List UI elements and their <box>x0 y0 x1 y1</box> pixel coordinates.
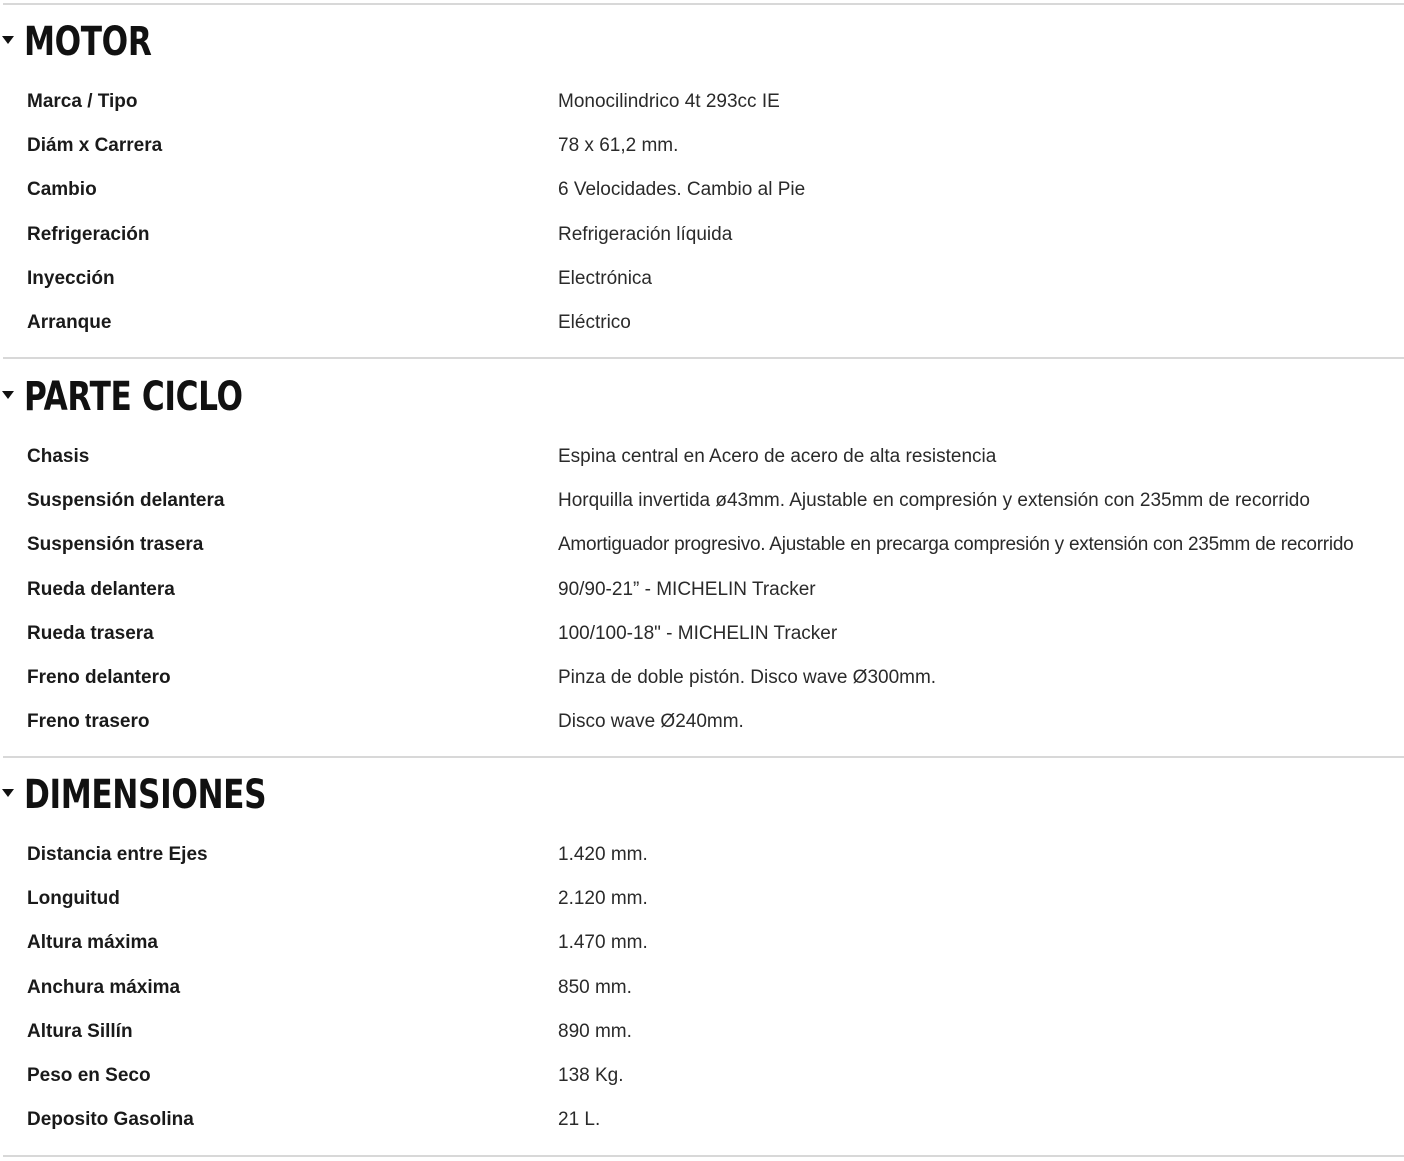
spec-value: 78 x 61,2 mm. <box>558 135 679 157</box>
section-header-parte-ciclo[interactable] <box>0 375 1404 431</box>
section-title: PARTE CICLO <box>24 374 243 420</box>
spec-row <box>0 1062 1404 1106</box>
spec-label: Longuitud <box>27 888 120 910</box>
spec-label: Altura máxima <box>27 932 158 954</box>
spec-row <box>0 309 1404 353</box>
spec-row <box>0 265 1404 309</box>
caret-down-icon[interactable] <box>2 391 14 399</box>
spec-row <box>0 88 1404 132</box>
spec-label: Freno delantero <box>27 666 171 688</box>
spec-row <box>0 929 1404 973</box>
spec-label: Refrigeración <box>27 223 150 245</box>
spec-value: Disco wave Ø240mm. <box>558 711 744 733</box>
spec-row <box>0 576 1404 620</box>
spec-value: Horquilla invertida ø43mm. Ajustable en compresión y extensión con 235mm de recorrido <box>558 490 1310 512</box>
spec-value: 850 mm. <box>558 976 632 998</box>
spec-row <box>0 176 1404 220</box>
spec-label: Arranque <box>27 311 112 333</box>
spec-row <box>0 531 1404 575</box>
spec-value: 6 Velocidades. Cambio al Pie <box>558 179 806 201</box>
spec-value: 100/100-18" - MICHELIN Tracker <box>558 622 838 644</box>
spec-value: Eléctrico <box>558 311 631 333</box>
spec-value: Espina central en Acero de acero de alta resistencia <box>558 446 997 467</box>
caret-down-icon[interactable] <box>2 789 14 797</box>
section-header-dimensiones[interactable] <box>0 773 1404 829</box>
section-parte-ciclo <box>0 375 1404 752</box>
spec-label: Anchura máxima <box>27 976 181 998</box>
spec-value: 90/90-21” - MICHELIN Tracker <box>558 578 816 600</box>
spec-row <box>0 974 1404 1018</box>
spec-value: 21 L. <box>558 1109 601 1131</box>
spec-value: 2.120 mm. <box>558 888 648 910</box>
spec-label: Deposito Gasolina <box>27 1109 194 1131</box>
spec-row <box>0 664 1404 708</box>
spec-value: Pinza de doble pistón. Disco wave Ø300mm. <box>558 666 937 688</box>
spec-label: Diám x Carrera <box>27 135 163 157</box>
divider-dimensiones <box>3 1155 1404 1157</box>
spec-value: Amortiguador progresivo. Ajustable en precarga compresión y extensión con 235mm de recorrido <box>558 534 1354 556</box>
spec-row <box>0 132 1404 176</box>
spec-value: Monocilindrico 4t 293cc IE <box>558 91 780 112</box>
spec-label: Distancia entre Ejes <box>27 844 208 865</box>
spec-row <box>0 620 1404 664</box>
spec-row <box>0 443 1404 487</box>
spec-label: Inyección <box>27 267 115 289</box>
spec-row <box>0 1018 1404 1062</box>
spec-label: Chasis <box>27 446 90 467</box>
spec-label: Rueda trasera <box>27 622 154 644</box>
spec-label: Peso en Seco <box>27 1064 151 1086</box>
spec-value: 890 mm. <box>558 1020 632 1042</box>
spec-row <box>0 221 1404 265</box>
spec-label: Marca / Tipo <box>27 91 138 112</box>
spec-label: Altura Sillín <box>27 1020 133 1042</box>
spec-value: Refrigeración líquida <box>558 223 733 245</box>
spec-row <box>0 885 1404 929</box>
divider-motor <box>3 357 1404 359</box>
divider-top <box>3 3 1404 5</box>
section-title: MOTOR <box>24 19 152 65</box>
section-header-motor[interactable] <box>0 20 1404 76</box>
section-motor <box>0 20 1404 353</box>
spec-row <box>0 487 1404 531</box>
spec-label: Rueda delantera <box>27 578 175 600</box>
caret-down-icon[interactable] <box>2 36 14 44</box>
spec-label: Freno trasero <box>27 711 150 733</box>
spec-row <box>0 841 1404 885</box>
spec-row <box>0 1106 1404 1150</box>
divider-parte-ciclo <box>3 756 1404 758</box>
section-dimensiones <box>0 773 1404 1150</box>
spec-value: 1.420 mm. <box>558 844 648 865</box>
spec-value: Electrónica <box>558 267 652 289</box>
spec-value: 138 Kg. <box>558 1064 624 1086</box>
spec-label: Suspensión delantera <box>27 490 225 512</box>
spec-row <box>0 708 1404 752</box>
section-title: DIMENSIONES <box>24 772 267 818</box>
spec-value: 1.470 mm. <box>558 932 648 954</box>
spec-label: Cambio <box>27 179 97 201</box>
spec-label: Suspensión trasera <box>27 534 204 556</box>
